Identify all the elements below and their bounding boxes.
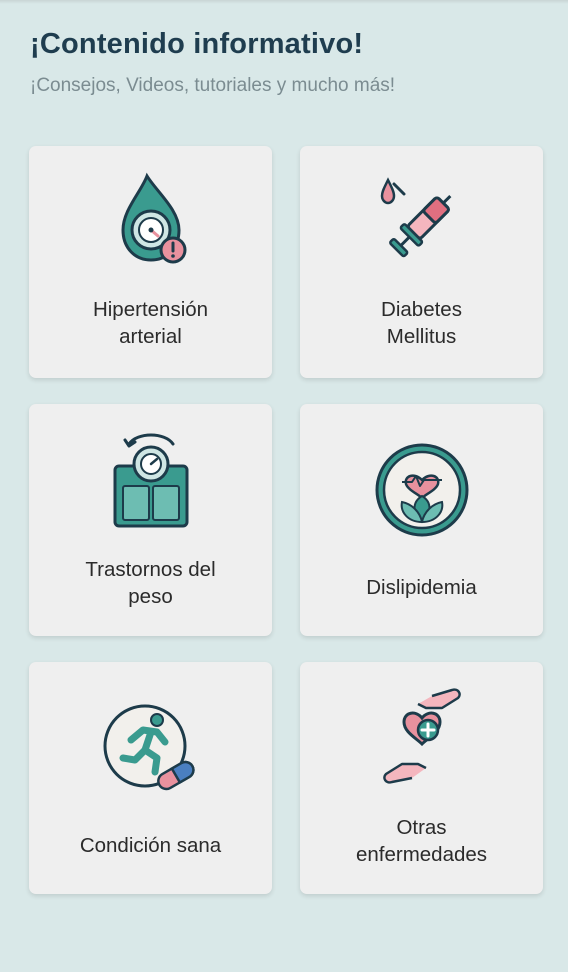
card-otras-enfermedades[interactable] [300, 662, 543, 894]
card-dislipidemia[interactable] [300, 404, 543, 636]
card-label: Condición sana [79, 834, 222, 857]
running-person-pill-icon [101, 696, 201, 796]
card-hipertension[interactable] [29, 146, 272, 378]
card-label: Trastornos del peso [85, 558, 216, 608]
syringe-icon [372, 170, 472, 270]
card-label: Dislipidemia [366, 576, 477, 599]
card-diabetes[interactable] [300, 146, 543, 378]
header [30, 28, 550, 97]
card-trastornos-peso[interactable] [29, 404, 272, 636]
card-label: Otras enfermedades [355, 816, 488, 866]
card-label: Diabetes Mellitus [381, 298, 462, 348]
heart-lotus-icon [372, 440, 472, 540]
page-title: ¡Contenido informativo! [30, 28, 364, 60]
weight-scale-icon [101, 428, 201, 528]
card-label: Hipertensión arterial [92, 298, 209, 348]
heart-in-hands-icon [372, 686, 472, 786]
blood-pressure-drop-icon [101, 170, 201, 270]
page-subtitle: ¡Consejos, Videos, tutoriales y mucho más! [30, 75, 396, 96]
top-divider [0, 0, 568, 4]
card-condicion-sana[interactable] [29, 662, 272, 894]
